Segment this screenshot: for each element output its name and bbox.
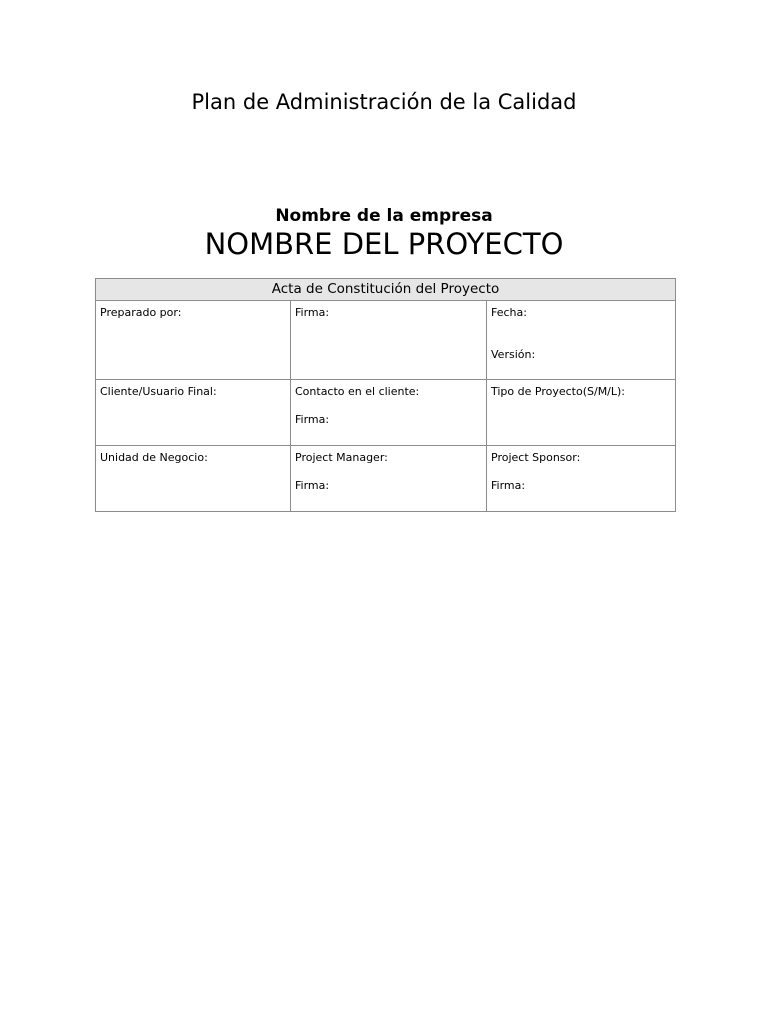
sponsor-signature-label: Firma:: [491, 479, 526, 492]
project-type-label: Tipo de Proyecto(S/M/L):: [491, 385, 626, 398]
table-row: [96, 380, 676, 446]
signature-cell: [291, 301, 487, 380]
client-end-user-label: Cliente/Usuario Final:: [100, 385, 217, 398]
client-contact-label: Contacto en el cliente:: [295, 385, 420, 398]
project-manager-cell: [291, 446, 487, 512]
date-label: Fecha:: [491, 306, 527, 319]
date-version-cell: [487, 301, 676, 380]
table-row: [96, 446, 676, 512]
table-header-row: [96, 279, 676, 301]
client-end-user-cell: [96, 380, 291, 446]
business-unit-cell: [96, 446, 291, 512]
table-header: Acta de Constitución del Proyecto: [96, 279, 676, 301]
version-label: Versión:: [491, 348, 536, 361]
project-name: NOMBRE DEL PROYECTO: [204, 227, 564, 261]
table-row: [96, 301, 676, 380]
client-contact-cell: [291, 380, 487, 446]
project-charter-table: [95, 278, 676, 512]
signature-label: Firma:: [295, 306, 330, 319]
project-manager-label: Project Manager:: [295, 451, 388, 464]
project-sponsor-label: Project Sponsor:: [491, 451, 581, 464]
business-unit-label: Unidad de Negocio:: [100, 451, 208, 464]
prepared-by-label: Preparado por:: [100, 306, 182, 319]
prepared-by-cell: [96, 301, 291, 380]
document-title: Plan de Administración de la Calidad: [191, 90, 577, 114]
project-sponsor-cell: [487, 446, 676, 512]
project-type-cell: [487, 380, 676, 446]
manager-signature-label: Firma:: [295, 479, 330, 492]
client-signature-label: Firma:: [295, 413, 330, 426]
company-name: Nombre de la empresa: [275, 206, 493, 226]
